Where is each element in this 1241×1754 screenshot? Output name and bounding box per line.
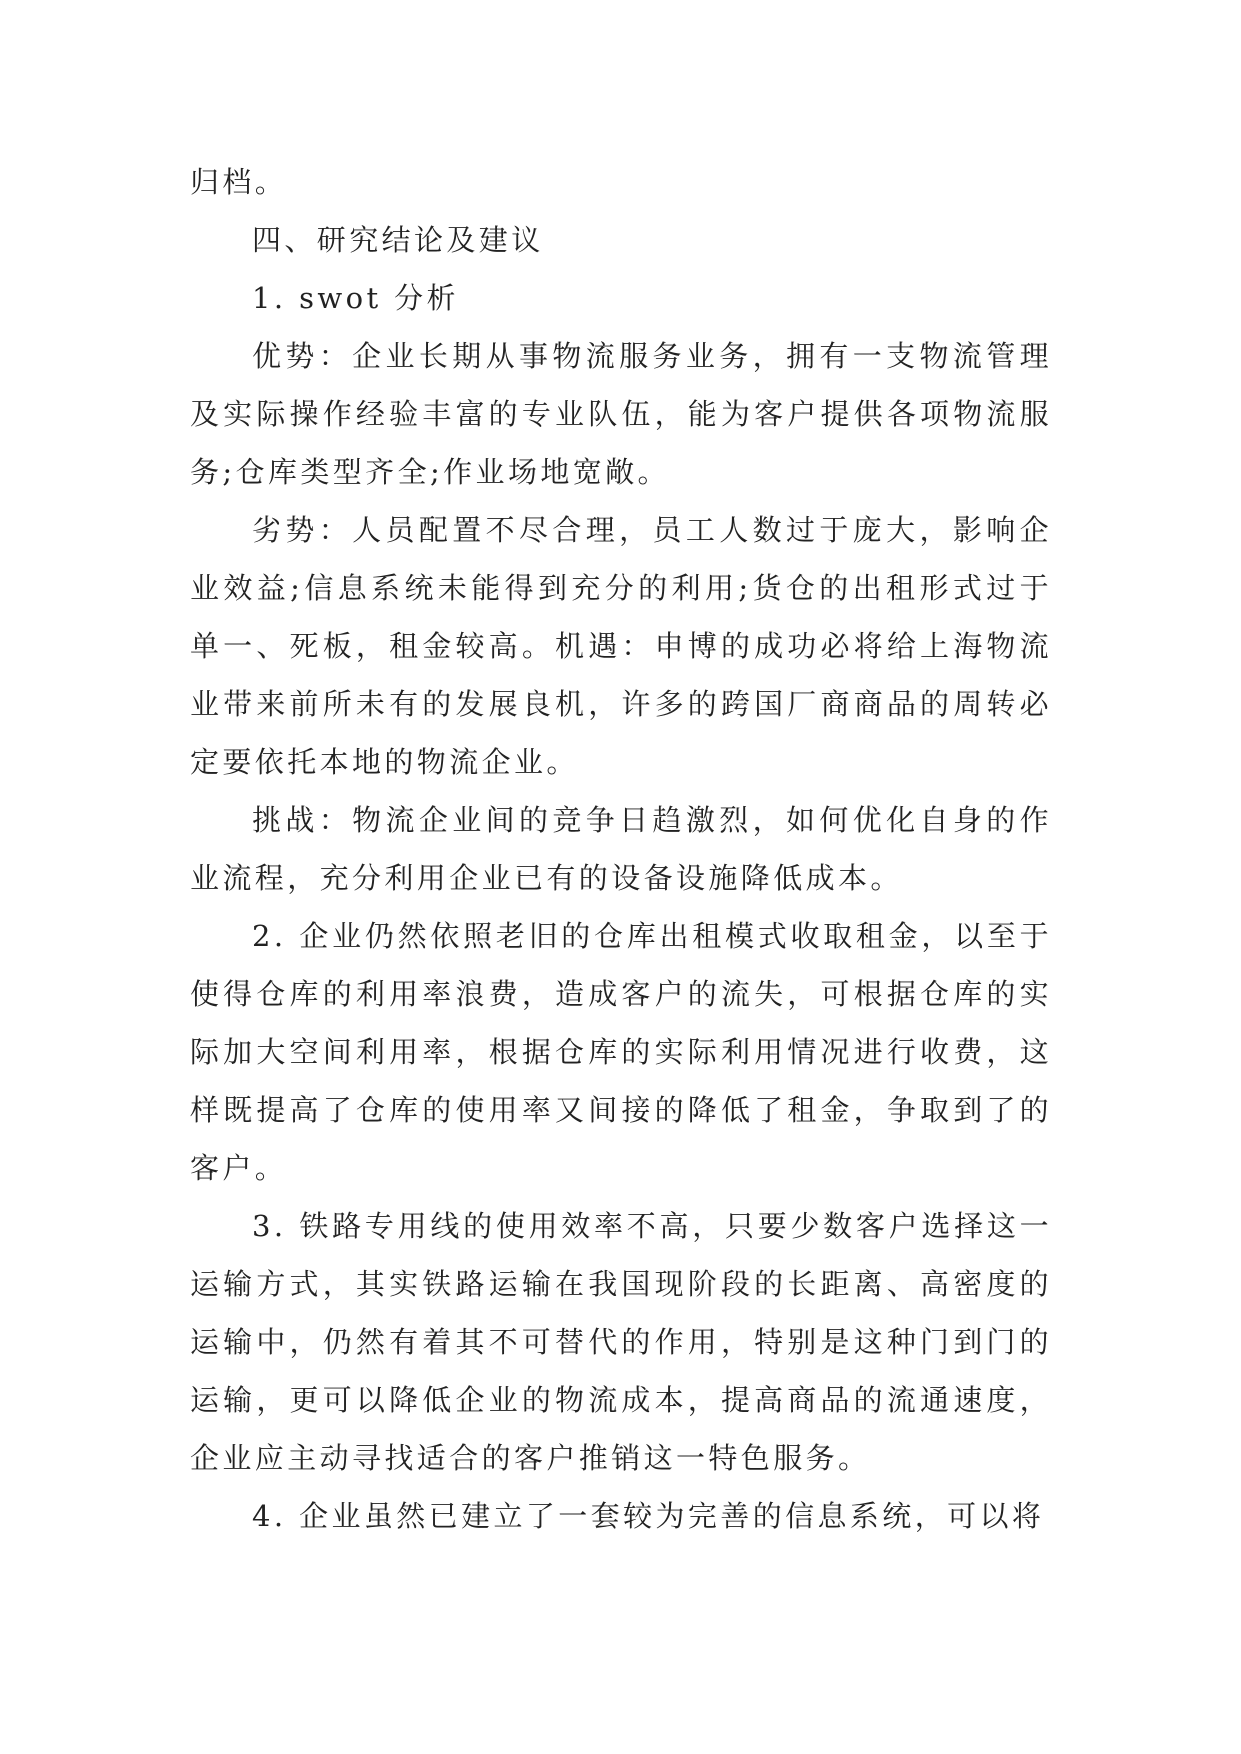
paragraph-continuation: 归档。 — [190, 165, 288, 199]
paragraph-point-4: 4. 企业虽然已建立了一套较为完善的信息系统，可以将 — [252, 1499, 1045, 1533]
paragraph-point-2: 2. 企业仍然依照老旧的仓库出租模式收取租金，以至于使得仓库的利用率浪费，造成客户的流失，可根据仓库的实际加大空间利用率，根据仓库的实际利用情况进行收费，这样既提高了仓库的使用率又间接的降低了租金，争取到了的客户。 — [190, 919, 1052, 1185]
subsection-heading: 1. swot 分析 — [252, 281, 459, 315]
document-body — [190, 153, 1052, 1545]
section-heading: 四、研究结论及建议 — [252, 223, 544, 257]
paragraph-point-3: 3. 铁路专用线的使用效率不高，只要少数客户选择这一运输方式，其实铁路运输在我国现阶段的长距离、高密度的运输中，仍然有着其不可替代的作用，特别是这种门到门的运输，更可以降低企业的物流成本，提高商品的流通速度，企业应主动寻找适合的客户推销这一特色服务。 — [190, 1209, 1052, 1475]
paragraph-strengths: 优势：企业长期从事物流服务业务，拥有一支物流管理及实际操作经验丰富的专业队伍，能为客户提供各项物流服务;仓库类型齐全;作业场地宽敞。 — [190, 339, 1052, 489]
paragraph-weaknesses-opportunities: 劣势：人员配置不尽合理，员工人数过于庞大，影响企业效益;信息系统未能得到充分的利用;货仓的出租形式过于单一、死板，租金较高。机遇：申博的成功必将给上海物流业带来前所未有的发展良机，许多的跨国厂商商品的周转必定要依托本地的物流企业。 — [190, 513, 1052, 779]
paragraph-threats: 挑战：物流企业间的竞争日趋激烈，如何优化自身的作业流程，充分利用企业已有的设备设施降低成本。 — [190, 803, 1052, 895]
